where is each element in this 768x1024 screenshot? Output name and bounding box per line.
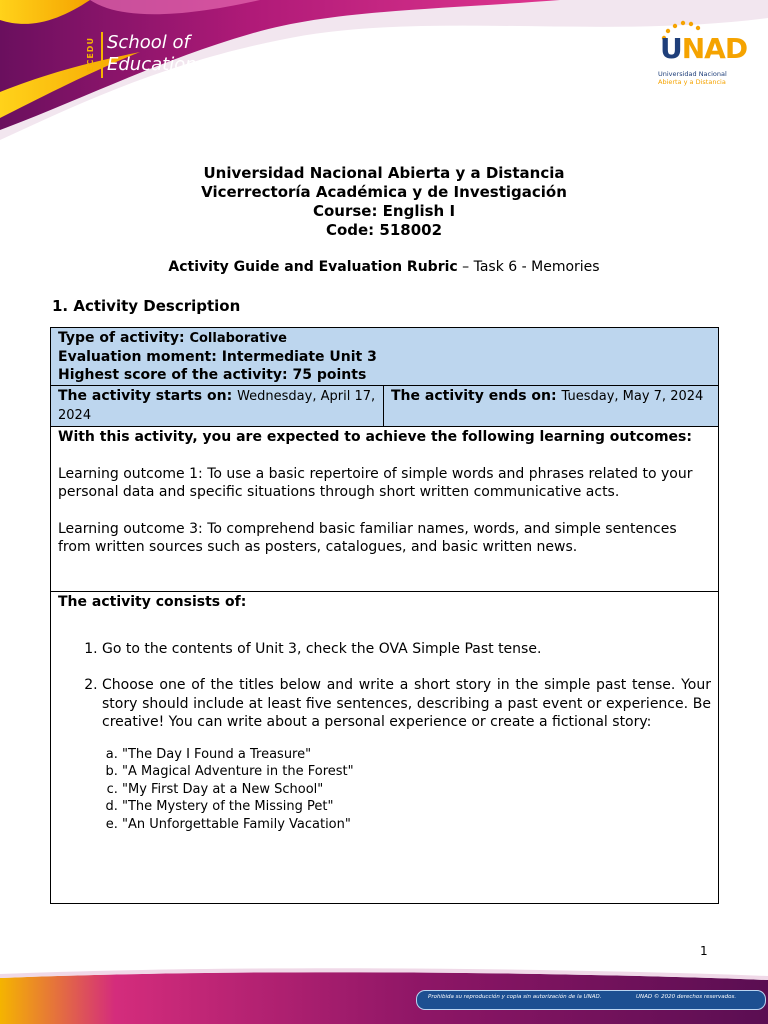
highest-score: Highest score of the activity: 75 points xyxy=(58,367,367,383)
page-number: 1 xyxy=(700,944,708,958)
end-date-cell xyxy=(384,386,719,427)
steps-list xyxy=(58,640,711,834)
course-name: Course: English I xyxy=(312,202,456,220)
type-label: Type of activity: xyxy=(58,330,190,346)
logo-divider xyxy=(101,32,103,78)
outcomes-intro: With this activity, you are expected to achieve the following learning outcomes: xyxy=(58,429,692,445)
step-2 xyxy=(102,676,711,833)
university-name: Universidad Nacional Abierta y a Distancia xyxy=(203,164,565,182)
school-name-line1: School of xyxy=(107,32,190,53)
story-title-item: e. "An Unforgettable Family Vacation" xyxy=(122,816,711,834)
unad-subtitle-1: Universidad Nacional xyxy=(658,70,727,78)
guide-title-rest: – Task 6 - Memories xyxy=(457,259,600,275)
starts-value: Wednesday, April 17, 2024 xyxy=(58,389,376,423)
activity-info-cell xyxy=(51,328,719,386)
ends-label: The activity ends on: xyxy=(391,388,562,404)
learning-outcome-3: Learning outcome 3: To comprehend basic familiar names, words, and simple sentences from written sources such as posters, catalogues, and basic written news. xyxy=(58,520,677,555)
unad-logo-nad: NAD xyxy=(681,32,748,65)
copyright-notice-left: Prohibida su reproducción y copia sin autorización de la UNAD. xyxy=(428,994,602,1000)
activity-table xyxy=(50,327,719,904)
starts-label: The activity starts on: xyxy=(58,388,238,404)
type-value: Collaborative xyxy=(189,331,287,346)
activity-consists-cell xyxy=(51,592,719,904)
story-title-item: a. "The Day I Found a Treasure" xyxy=(122,746,711,764)
course-code: Code: 518002 xyxy=(325,221,443,239)
unad-logo xyxy=(650,18,746,90)
evaluation-moment: Evaluation moment: Intermediate Unit 3 xyxy=(58,349,377,365)
story-titles-list xyxy=(102,746,711,834)
step-1: 1. Go to the contents of Unit 3, check the OVA Simple Past tense. xyxy=(102,640,711,659)
guide-title-bold: Activity Guide and Evaluation Rubric xyxy=(168,259,458,275)
ends-value: Tuesday, May 7, 2024 xyxy=(561,389,704,404)
school-of-education-logo xyxy=(86,30,216,80)
unad-subtitle-2: Abierta y a Distancia xyxy=(658,78,726,86)
learning-outcome-1: Learning outcome 1: To use a basic repertoire of simple words and phrases related to your personal data and specific situations through short written communicative acts. xyxy=(58,465,693,500)
copyright-pill xyxy=(416,990,766,1010)
start-date-cell xyxy=(51,386,384,427)
consists-heading: The activity consists of: xyxy=(58,594,247,610)
ecedu-label: ECEDU xyxy=(86,37,95,73)
vice-rectorate: Vicerrectoría Académica y de Investigación xyxy=(201,183,567,201)
story-title-item: b. "A Magical Adventure in the Forest" xyxy=(122,763,711,781)
activity-guide-title xyxy=(0,259,768,275)
learning-outcomes-cell xyxy=(51,427,719,592)
step-2-text: Choose one of the titles below and write a short story in the simple past tense. Your story should include at least five sentences, describing a past event or experience. Be creative! You can write about a personal experience or create a fictional story: xyxy=(102,677,711,730)
document-title-block xyxy=(0,164,768,240)
story-title-item: c. "My First Day at a New School" xyxy=(122,781,711,799)
story-title-item: d. "The Mystery of the Missing Pet" xyxy=(122,798,711,816)
section-heading-activity-description: 1. Activity Description xyxy=(52,297,241,315)
unad-logo-u: U xyxy=(660,32,682,65)
school-name-line2: Education xyxy=(107,54,197,75)
copyright-notice-right: UNAD © 2020 derechos reservados. xyxy=(636,994,737,1000)
